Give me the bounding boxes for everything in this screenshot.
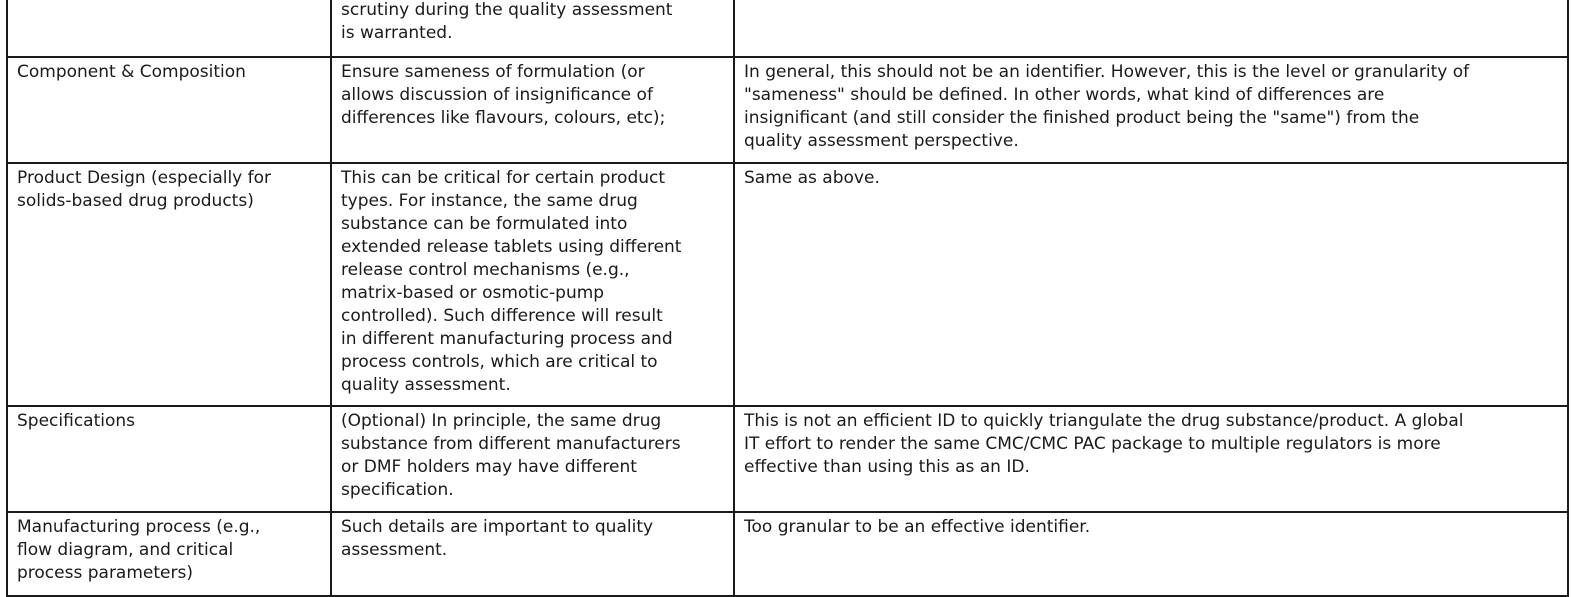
- identifier-table: [6, 0, 1569, 597]
- reason-cell: [331, 406, 734, 512]
- identifier-cell: [7, 406, 331, 512]
- reason-text: (Optional) In principle, the same drug substance from different manufacturers or DMF holders may have different specification.: [341, 411, 681, 500]
- comment-text: Too granular to be an effective identifier.: [744, 517, 1091, 537]
- comment-cell: [734, 512, 1568, 596]
- identifier-cell: [7, 163, 331, 406]
- reason-text: Such details are important to quality assessment.: [341, 517, 654, 560]
- identifier-cell: [7, 512, 331, 596]
- reason-cell: [331, 512, 734, 596]
- table-row: [7, 406, 1568, 512]
- identifier-text: Product Design (especially for solids-based drug products): [17, 168, 272, 211]
- reason-cell: [331, 163, 734, 406]
- comment-text: This is not an efficient ID to quickly triangulate the drug substance/product. A global IT effort to render the same CMC/CMC PAC package to multiple regulators is more effective than using this as an ID.: [744, 411, 1464, 477]
- reason-cell: [331, 0, 734, 57]
- reason-cell: [331, 57, 734, 163]
- table-row: [7, 57, 1568, 163]
- comment-cell: [734, 163, 1568, 406]
- identifier-text: Component & Composition: [17, 62, 246, 82]
- comment-cell: [734, 406, 1568, 512]
- identifier-text: Manufacturing process (e.g., flow diagram, and critical process parameters): [17, 517, 261, 583]
- identifier-cell: [7, 57, 331, 163]
- identifier-text: Specifications: [17, 411, 136, 431]
- reason-text: This can be critical for certain product types. For instance, the same drug substance can be formulated into extended release tablets using different release control mechanisms (e.g., matrix-based or osmotic-pump controlled). Such difference will result in different manufacturing process and process controls, which are critical to quality assessment.: [341, 168, 682, 395]
- comment-text: Same as above.: [744, 168, 880, 188]
- table-row: [7, 163, 1568, 406]
- reason-text: Ensure sameness of formulation (or allows discussion of insignificance of differences like flavours, colours, etc);: [341, 62, 666, 128]
- table-row: [7, 512, 1568, 596]
- comment-cell: [734, 0, 1568, 57]
- table-row: [7, 0, 1568, 57]
- comment-cell: [734, 57, 1568, 163]
- reason-text: scrutiny during the quality assessment is warranted.: [341, 0, 673, 43]
- identifier-cell: [7, 0, 331, 57]
- comment-text: In general, this should not be an identifier. However, this is the level or granularity of "sameness" should be defined. In other words, what kind of differences are insignificant (and still consider the finished product being the "same") from the quality assessment perspective.: [744, 62, 1470, 151]
